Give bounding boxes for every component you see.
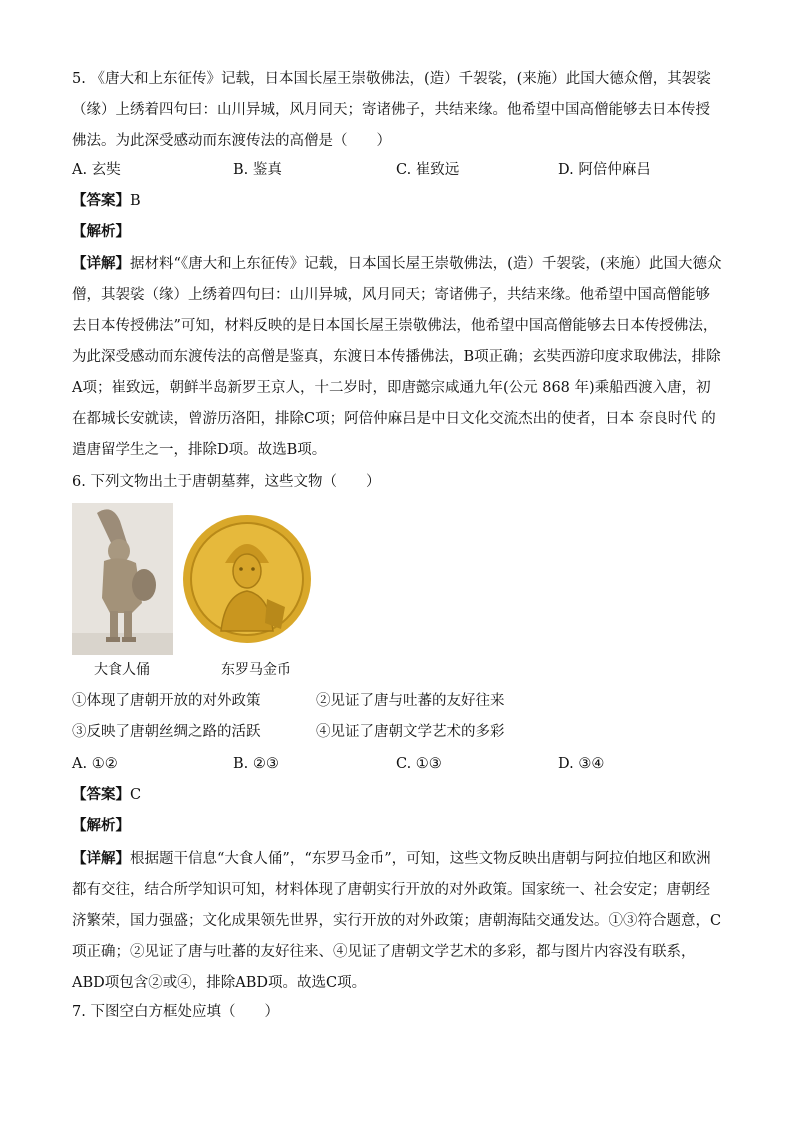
q6-statement-1: ①体现了唐朝开放的对外政策: [72, 693, 261, 709]
q6-answer: [72, 785, 141, 805]
figurine-image: [72, 503, 173, 655]
q6-statement-3: ③反映了唐朝丝绸之路的活跃: [72, 724, 261, 740]
q6-option-d: D. ③④: [558, 756, 605, 772]
q6-analysis-label: 【解析】: [72, 817, 130, 834]
q6-statement-2: ②见证了唐与吐蕃的友好往来: [316, 693, 505, 709]
q6-option-a: A. ①②: [72, 756, 118, 772]
answer-value: C: [130, 787, 142, 803]
q5-stem: 5. 《唐大和上东征传》记载，日本国长屋王崇敬佛法，(造）千袈裟，(来施）此国大德众僧，其袈裟（缘）上绣着四句曰：山川异城，风月同天；寄诸佛子，共结来缘。他希望中国高僧能够去日本传授佛法。为此深受感动而东渡传法的高僧是（ ）: [72, 71, 711, 149]
q6-detail: [72, 843, 722, 999]
detail-text: 据材料“《唐大和上东征传》记载，日本国长屋王崇敬佛法，(造）千袈裟，(来施）此国大德众僧，其袈裟（缘）上绣着四句曰：山川异城，风月同天；寄诸佛子，共结来缘。他希望中国高僧能够去日本传授佛法”可知，材料反映的是日本国长屋王崇敬佛法，他希望中国高僧能够去日本传授佛法，为此深受感动而东渡传法的高僧是鉴真，东渡日本传播佛法，B项正确；玄奘西游印度求取佛法，排除A项；崔致远，朝鲜半岛新罗王京人，十二岁时，即唐懿宗咸通九年(公元 868 年)乘船西渡入唐，初在都城长安就读，曾游历洛阳，排除C项；阿倍仲麻吕是中日文化交流杰出的使者，日本 奈良时代 的遣唐留学生之一，排除D项。故选B项。: [72, 256, 722, 458]
q6-option-b: B. ②③: [233, 756, 279, 772]
q7-stem: 7. 下图空白方框处应填（ ）: [72, 1004, 279, 1020]
q5-option-a: A. 玄奘: [72, 162, 121, 178]
answer-label: 【答案】: [72, 786, 130, 803]
q6-option-c: C. ①③: [396, 756, 442, 772]
detail-label: 【详解】: [72, 850, 130, 867]
q6-statement-4: ④见证了唐朝文学艺术的多彩: [316, 724, 505, 740]
answer-value: B: [130, 193, 141, 209]
q5-option-b: B. 鉴真: [233, 162, 282, 178]
detail-text: 根据题干信息“大食人俑”，“东罗马金币”，可知，这些文物反映出唐朝与阿拉伯地区和欧洲都有交往，结合所学知识可知，材料体现了唐朝实行开放的对外政策。国家统一、社会安定；唐朝经济繁荣，国力强盛；文化成果领先世界，实行开放的对外政策；唐朝海陆交通发达。①③符合题意，C项正确；②见证了唐与吐蕃的友好往来、④见证了唐朝文学艺术的多彩，都与图片内容没有联系，ABD项包含②或④，排除ABD项。故选C项。: [72, 851, 722, 991]
detail-label: 【详解】: [72, 255, 130, 272]
gold-coin-caption: 东罗马金币: [221, 662, 291, 678]
figurine-caption: 大食人俑: [94, 662, 150, 678]
q5-detail: [72, 248, 722, 466]
q5-analysis-label: 【解析】: [72, 223, 130, 240]
answer-label: 【答案】: [72, 192, 130, 209]
q5-option-d: D. 阿倍仲麻吕: [558, 162, 651, 178]
q6-stem: 6. 下列文物出土于唐朝墓葬，这些文物（ ）: [72, 474, 381, 490]
gold-coin-image: [181, 503, 313, 655]
q5-option-c: C. 崔致远: [396, 162, 460, 178]
q5-answer: [72, 191, 141, 211]
